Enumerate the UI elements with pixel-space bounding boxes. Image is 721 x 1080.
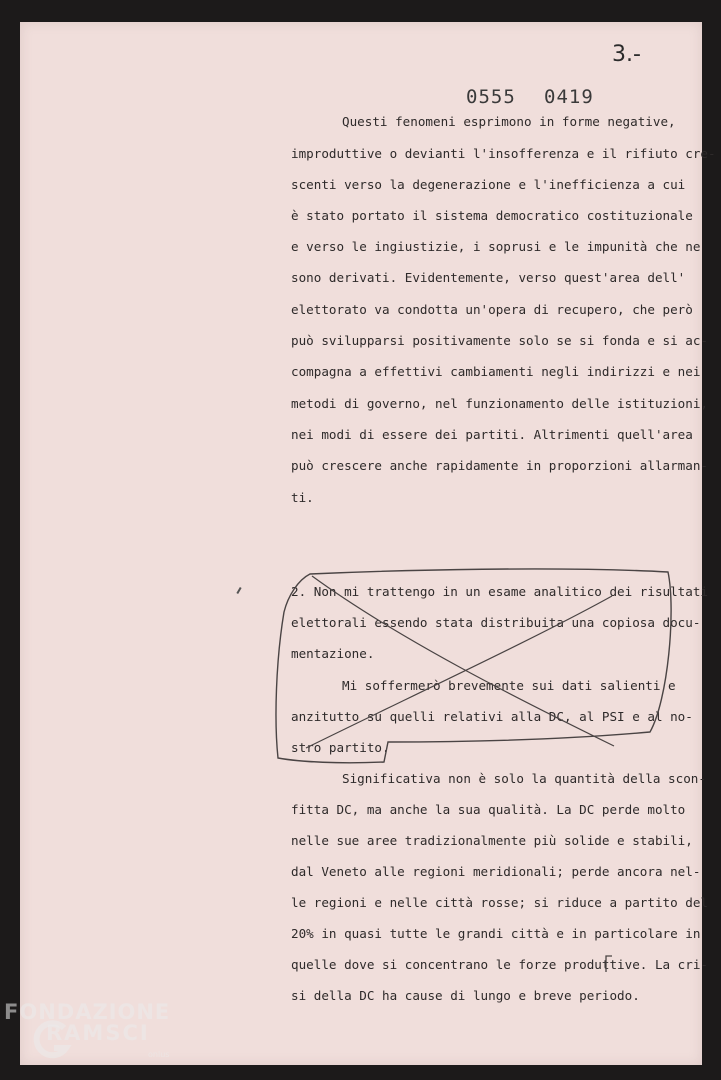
text-line: Mi soffermerò brevemente sui dati salienti e [342,678,676,693]
archive-code-b: 0419 [544,86,594,108]
text-line: le regioni e nelle città rosse; si riduce a partito del [291,895,709,910]
text-line: sono derivati. Evidentemente, verso quest'area dell' [291,270,686,285]
text-line: Questi fenomeni esprimono in forme negative, [342,114,676,129]
page-number: 3.- [612,42,641,67]
deletion-cross-stroke [312,576,614,746]
text-line: scenti verso la degenerazione e l'inefficienza a cui [291,177,686,192]
text-line: e verso le ingiustizie, i soprusi e le impunità che ne [291,239,701,254]
deletion-cross-stroke [306,596,612,748]
text-line: fitta DC, ma anche la sua qualità. La DC perde molto [291,802,686,817]
archive-code-a: 0555 [466,86,516,108]
text-line: metodi di governo, nel funzionamento delle istituzioni, [291,396,709,411]
text-line: può crescere anche rapidamente in proporzioni allarman- [291,458,709,473]
text-line: elettorali essendo stata distribuita una copiosa docu- [291,615,701,630]
watermark-line3: onlus [148,1050,170,1059]
text-line: può svilupparsi positivamente solo se si fonda e si ac- [291,333,709,348]
text-line: 2. Non mi trattengo in un esame analitico dei risultati [291,584,709,599]
text-line: è stato portato il sistema democratico costituzionale [291,208,693,223]
text-line: nei modi di essere dei partiti. Altrimenti quell'area [291,427,693,442]
text-line: improduttive o devianti l'insofferenza e il rifiuto cre- [291,146,716,161]
text-line: 20% in quasi tutte le grandi città e in particolare in [291,926,701,941]
text-line: nelle sue aree tradizionalmente più solide e stabili, [291,833,693,848]
text-line: si della DC ha cause di lungo e breve periodo. [291,988,640,1003]
insertion-bracket [606,956,612,972]
text-line: compagna a effettivi cambiamenti negli indirizzi e nei [291,364,701,379]
text-line: Significativa non è solo la quantità della scon- [342,771,706,786]
text-line: ti. [291,490,314,505]
text-line: anzitutto su quelli relativi alla DC, al PSI e al no- [291,709,693,724]
text-line: elettorato va condotta un'opera di recupero, che però [291,302,693,317]
text-line: quelle dove si concentrano le forze produttive. La cri- [291,957,709,972]
text-line: dal Veneto alle regioni meridionali; perde ancora nel- [291,864,701,879]
text-line: mentazione. [291,646,375,661]
watermark-line2: RAMSCI [46,1021,150,1045]
fondazione-gramsci-watermark [4,1000,171,1059]
text-line: stro partito. [291,740,390,755]
watermark-line1: FONDAZIONE [4,1000,171,1024]
